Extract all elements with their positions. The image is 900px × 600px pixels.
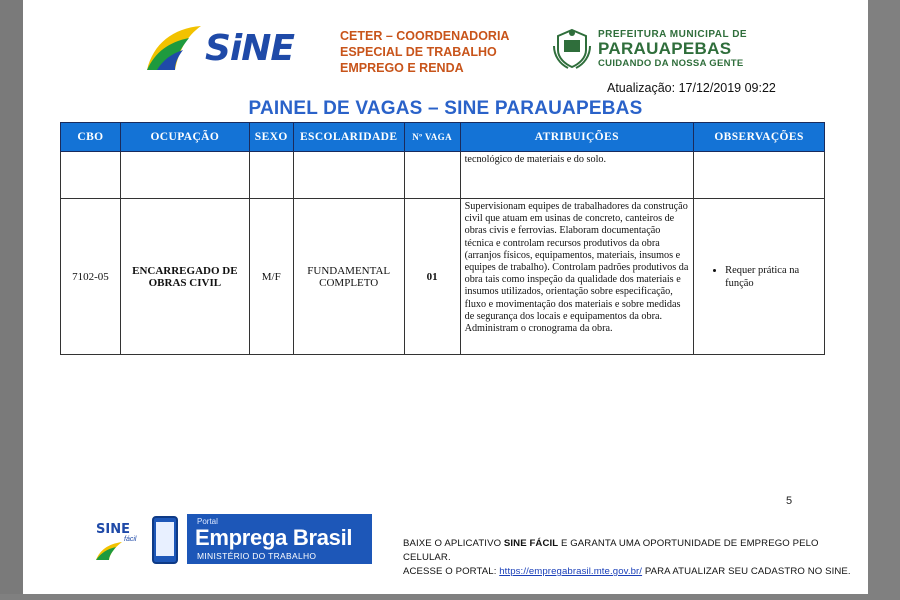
cell-observacoes — [694, 199, 825, 355]
cell-ocupacao — [120, 152, 249, 199]
portal-link[interactable]: https://empregabrasil.mte.gov.br/ — [499, 566, 643, 577]
footer-line2-prefix: ACESSE O PORTAL: — [403, 566, 500, 577]
ceter-line: CETER – COORDENADORIA — [340, 29, 510, 43]
viewer-frame-right — [868, 0, 900, 600]
page-number: 5 — [786, 495, 793, 507]
cell-atribuicoes: tecnológico de materiais e do solo. — [460, 152, 694, 199]
cell-nvaga: 01 — [404, 199, 460, 355]
cell-cbo: 7102-05 — [61, 199, 121, 355]
viewer-frame-bottom — [0, 594, 900, 600]
header-sexo: SEXO — [249, 123, 293, 152]
table-header-row — [61, 123, 825, 152]
ceter-heading — [340, 28, 509, 76]
observacao-item: • Requer prática na função — [725, 264, 821, 290]
page-title: PAINEL DE VAGAS – SINE PARAUAPEBAS — [248, 98, 643, 119]
viewer-frame-left — [0, 0, 23, 600]
header-observacoes: OBSERVAÇÕES — [694, 123, 825, 152]
header-nvaga: Nº VAGA — [404, 123, 460, 152]
sine-facil-flag-icon — [94, 540, 124, 562]
phone-icon — [152, 516, 178, 564]
cell-escolaridade — [293, 152, 404, 199]
ceter-line: ESPECIAL DE TRABALHO — [340, 45, 497, 59]
empregabrasil-title: Emprega Brasil — [195, 525, 353, 550]
sine-facil-logo — [94, 514, 186, 564]
observacoes-list — [697, 264, 821, 290]
prefeitura-logo — [550, 26, 760, 72]
cell-atribuicoes: Supervisionam equipes de trabalhadores da construção civil que atuam em usinas de concreto, canteiros de obras civis e ferrovias. Elaboram documentação técnica e controlam recursos produtivos da obra (arranjos físicos, equipamentos, materiais, insumos e equipes de trabalho). Controlam padrões produtivos da obra tais como inspeção da qualidade dos materiais e insumos utilizados, orientação sobre especificação, fluxo e movimentação dos materiais e sobre medidas de segurança dos locais e equipamentos da obra. Administram o cronograma da obra. — [460, 199, 694, 355]
footer-line1 — [403, 537, 868, 565]
empregabrasil-banner — [94, 514, 372, 564]
cell-observacoes — [694, 152, 825, 199]
prefeitura-line1: PREFEITURA MUNICIPAL DE — [598, 29, 748, 40]
document-page — [23, 0, 868, 594]
cell-cbo — [61, 152, 121, 199]
sine-logo — [143, 22, 303, 74]
ministerio-label: MINISTÉRIO DO TRABALHO — [197, 551, 317, 561]
prefeitura-line3: CUIDANDO DA NOSSA GENTE — [598, 58, 744, 69]
footer-text — [403, 537, 868, 579]
footer-line2 — [403, 565, 868, 579]
footer-line1-prefix: BAIXE O APLICATIVO — [403, 538, 504, 549]
vacancies-table — [60, 122, 825, 355]
cell-escolaridade: FUNDAMENTAL COMPLETO — [293, 199, 404, 355]
prefeitura-line2: PARAUAPEBAS — [598, 39, 732, 58]
update-timestamp: Atualização: 17/12/2019 09:22 — [607, 81, 776, 95]
ceter-line: EMPREGO E RENDA — [340, 61, 464, 75]
cell-sexo — [249, 152, 293, 199]
sine-logo-text: SiNE — [205, 28, 294, 69]
header-atribuicoes: ATRIBUIÇÕES — [460, 123, 694, 152]
table-row — [61, 199, 825, 355]
cell-ocupacao: ENCARREGADO DE OBRAS CIVIL — [120, 199, 249, 355]
header-escolaridade: ESCOLARIDADE — [293, 123, 404, 152]
empregabrasil-logo — [187, 514, 372, 564]
cell-nvaga — [404, 152, 460, 199]
header-cbo: CBO — [61, 123, 121, 152]
footer-line2-suffix: PARA ATUALIZAR SEU CADASTRO NO SINE. — [642, 566, 851, 577]
portal-label: Portal — [197, 517, 218, 526]
sine-facil-text: SINE — [96, 522, 130, 537]
cell-sexo: M/F — [249, 199, 293, 355]
sine-flag-icon — [143, 22, 205, 74]
footer-app-name: SINE FÁCIL — [503, 538, 559, 549]
sine-facil-sub: fácil — [124, 536, 137, 543]
footer-line1-suffix: E GARANTA UMA OPORTUNIDADE DE EMPREGO PELO CELULAR. — [403, 538, 819, 563]
table-row — [61, 152, 825, 199]
header-ocupacao: OCUPAÇÃO — [120, 123, 249, 152]
coat-of-arms-icon — [550, 26, 594, 70]
